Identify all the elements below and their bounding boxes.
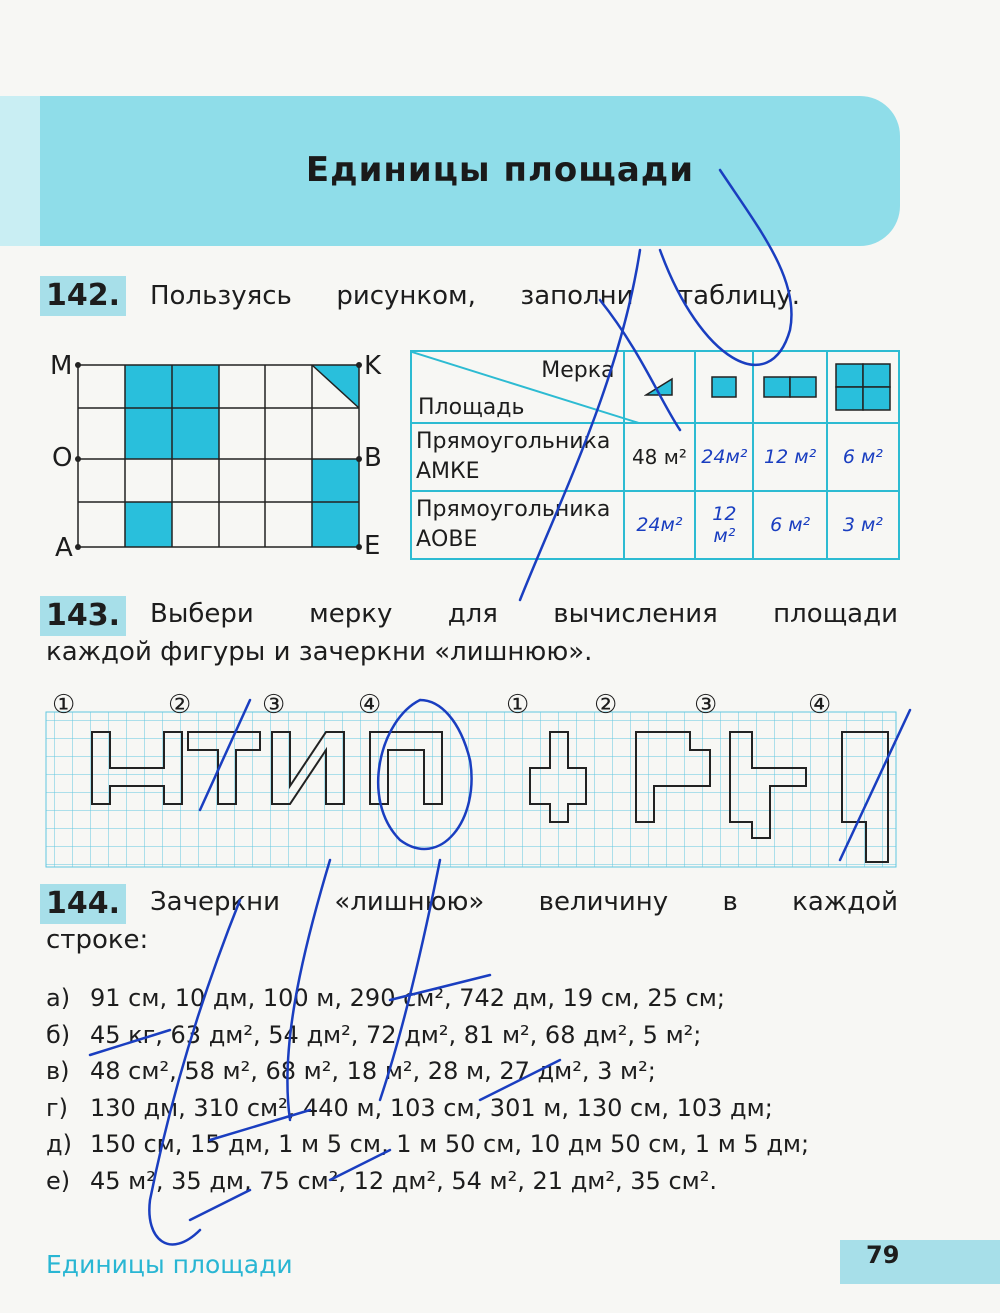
table-value: 6 м²: [827, 423, 899, 491]
figure-mark: ①: [52, 690, 76, 720]
row-label: а): [46, 984, 71, 1012]
figure-mark: ②: [594, 690, 618, 720]
strike-row-e: [190, 1190, 250, 1220]
exercise-143-number: 143.: [40, 596, 126, 636]
row-label: е): [46, 1166, 71, 1195]
point-label-e: E: [364, 531, 381, 561]
row-label: в): [46, 1057, 70, 1085]
figure-mark: ④: [808, 690, 832, 720]
exercise-143-line2: каждой фигуры и зачеркни «лишнюю».: [46, 637, 593, 667]
table-value: 24м²: [695, 423, 753, 491]
table-value: 6 м²: [753, 491, 826, 559]
header-measure: Мерка: [541, 358, 615, 383]
pen-stroke: [149, 900, 240, 1244]
row-text: 91 см, 10 дм, 100 м, 290 см², 742 дм, 19 см, 25 см;: [90, 984, 725, 1012]
point-label-o: O: [52, 443, 73, 473]
exercise-142-number: 142.: [40, 276, 126, 316]
row-text: 48 см², 58 м², 68 м², 18 м², 28 м, 27 дм², 3 м²;: [90, 1057, 656, 1085]
table-value: 48 м²: [624, 423, 696, 491]
row-text: 150 см, 15 дм, 1 м 5 см, 1 м 50 см, 10 дм 50 см, 1 м 5 дм;: [90, 1130, 810, 1158]
figure-mark: ③: [262, 690, 286, 720]
row-text: 130 дм, 310 см², 440 м, 103 см, 301 м, 130 см, 103 дм;: [90, 1093, 773, 1122]
strike-row-d: [330, 1150, 390, 1180]
pen-stroke: [660, 170, 792, 365]
point-label-b: B: [364, 443, 382, 473]
figure-mark: ③: [694, 690, 718, 720]
pen-stroke: [378, 700, 471, 849]
figure-mark: ②: [168, 690, 192, 720]
row-label: д): [46, 1130, 72, 1158]
table-value: 24м²: [624, 491, 696, 559]
strike-fig8: [840, 710, 910, 860]
figure-mark: ④: [358, 690, 382, 720]
point-label-k: K: [364, 351, 382, 381]
row-text: 45 м², 35 дм, 75 см², 12 дм², 54 м², 21 дм², 35 см².: [90, 1166, 717, 1195]
pen-stroke: [380, 860, 440, 1100]
table-value: 3 м²: [827, 491, 899, 559]
point-label-m: M: [50, 351, 73, 381]
header-area: Площадь: [418, 395, 525, 420]
table-value: 12 м²: [695, 491, 753, 559]
strike-row-b: [90, 1030, 170, 1055]
pen-stroke: [520, 250, 640, 600]
row-label-amke: Прямоугольника АМКЕ: [411, 423, 624, 491]
row-label: б): [46, 1020, 71, 1049]
strike-row-v: [480, 1060, 560, 1100]
table-value: 12 м²: [753, 423, 826, 491]
exercise-143-line1: Выбери мерку для вычисления площади: [150, 599, 898, 629]
footer-section-name: Единицы площади: [46, 1250, 293, 1279]
point-label-a: A: [55, 533, 73, 563]
page-number: 79: [840, 1240, 1000, 1284]
strike-t: [200, 700, 250, 810]
row-label: г): [46, 1093, 68, 1122]
exercise-144-line1: Зачеркни «лишнюю» величину в каждой: [150, 887, 898, 917]
strike-row-a: [390, 975, 490, 1000]
row-text: 45 кг, 63 дм², 54 дм², 72 дм², 81 м², 68 дм², 5 м²;: [90, 1020, 702, 1049]
page-title: Единицы площади: [305, 150, 695, 190]
strike-row-g: [210, 1110, 310, 1140]
row-label-aove: Прямоугольника АОВЕ: [411, 491, 624, 559]
figure-mark: ①: [506, 690, 530, 720]
exercise-144-number: 144.: [40, 884, 126, 924]
exercise-144-line2: строке:: [46, 925, 149, 955]
pen-stroke: [287, 860, 330, 1120]
exercise-142-text: Пользуясь рисунком, заполни таблицу.: [150, 281, 800, 311]
